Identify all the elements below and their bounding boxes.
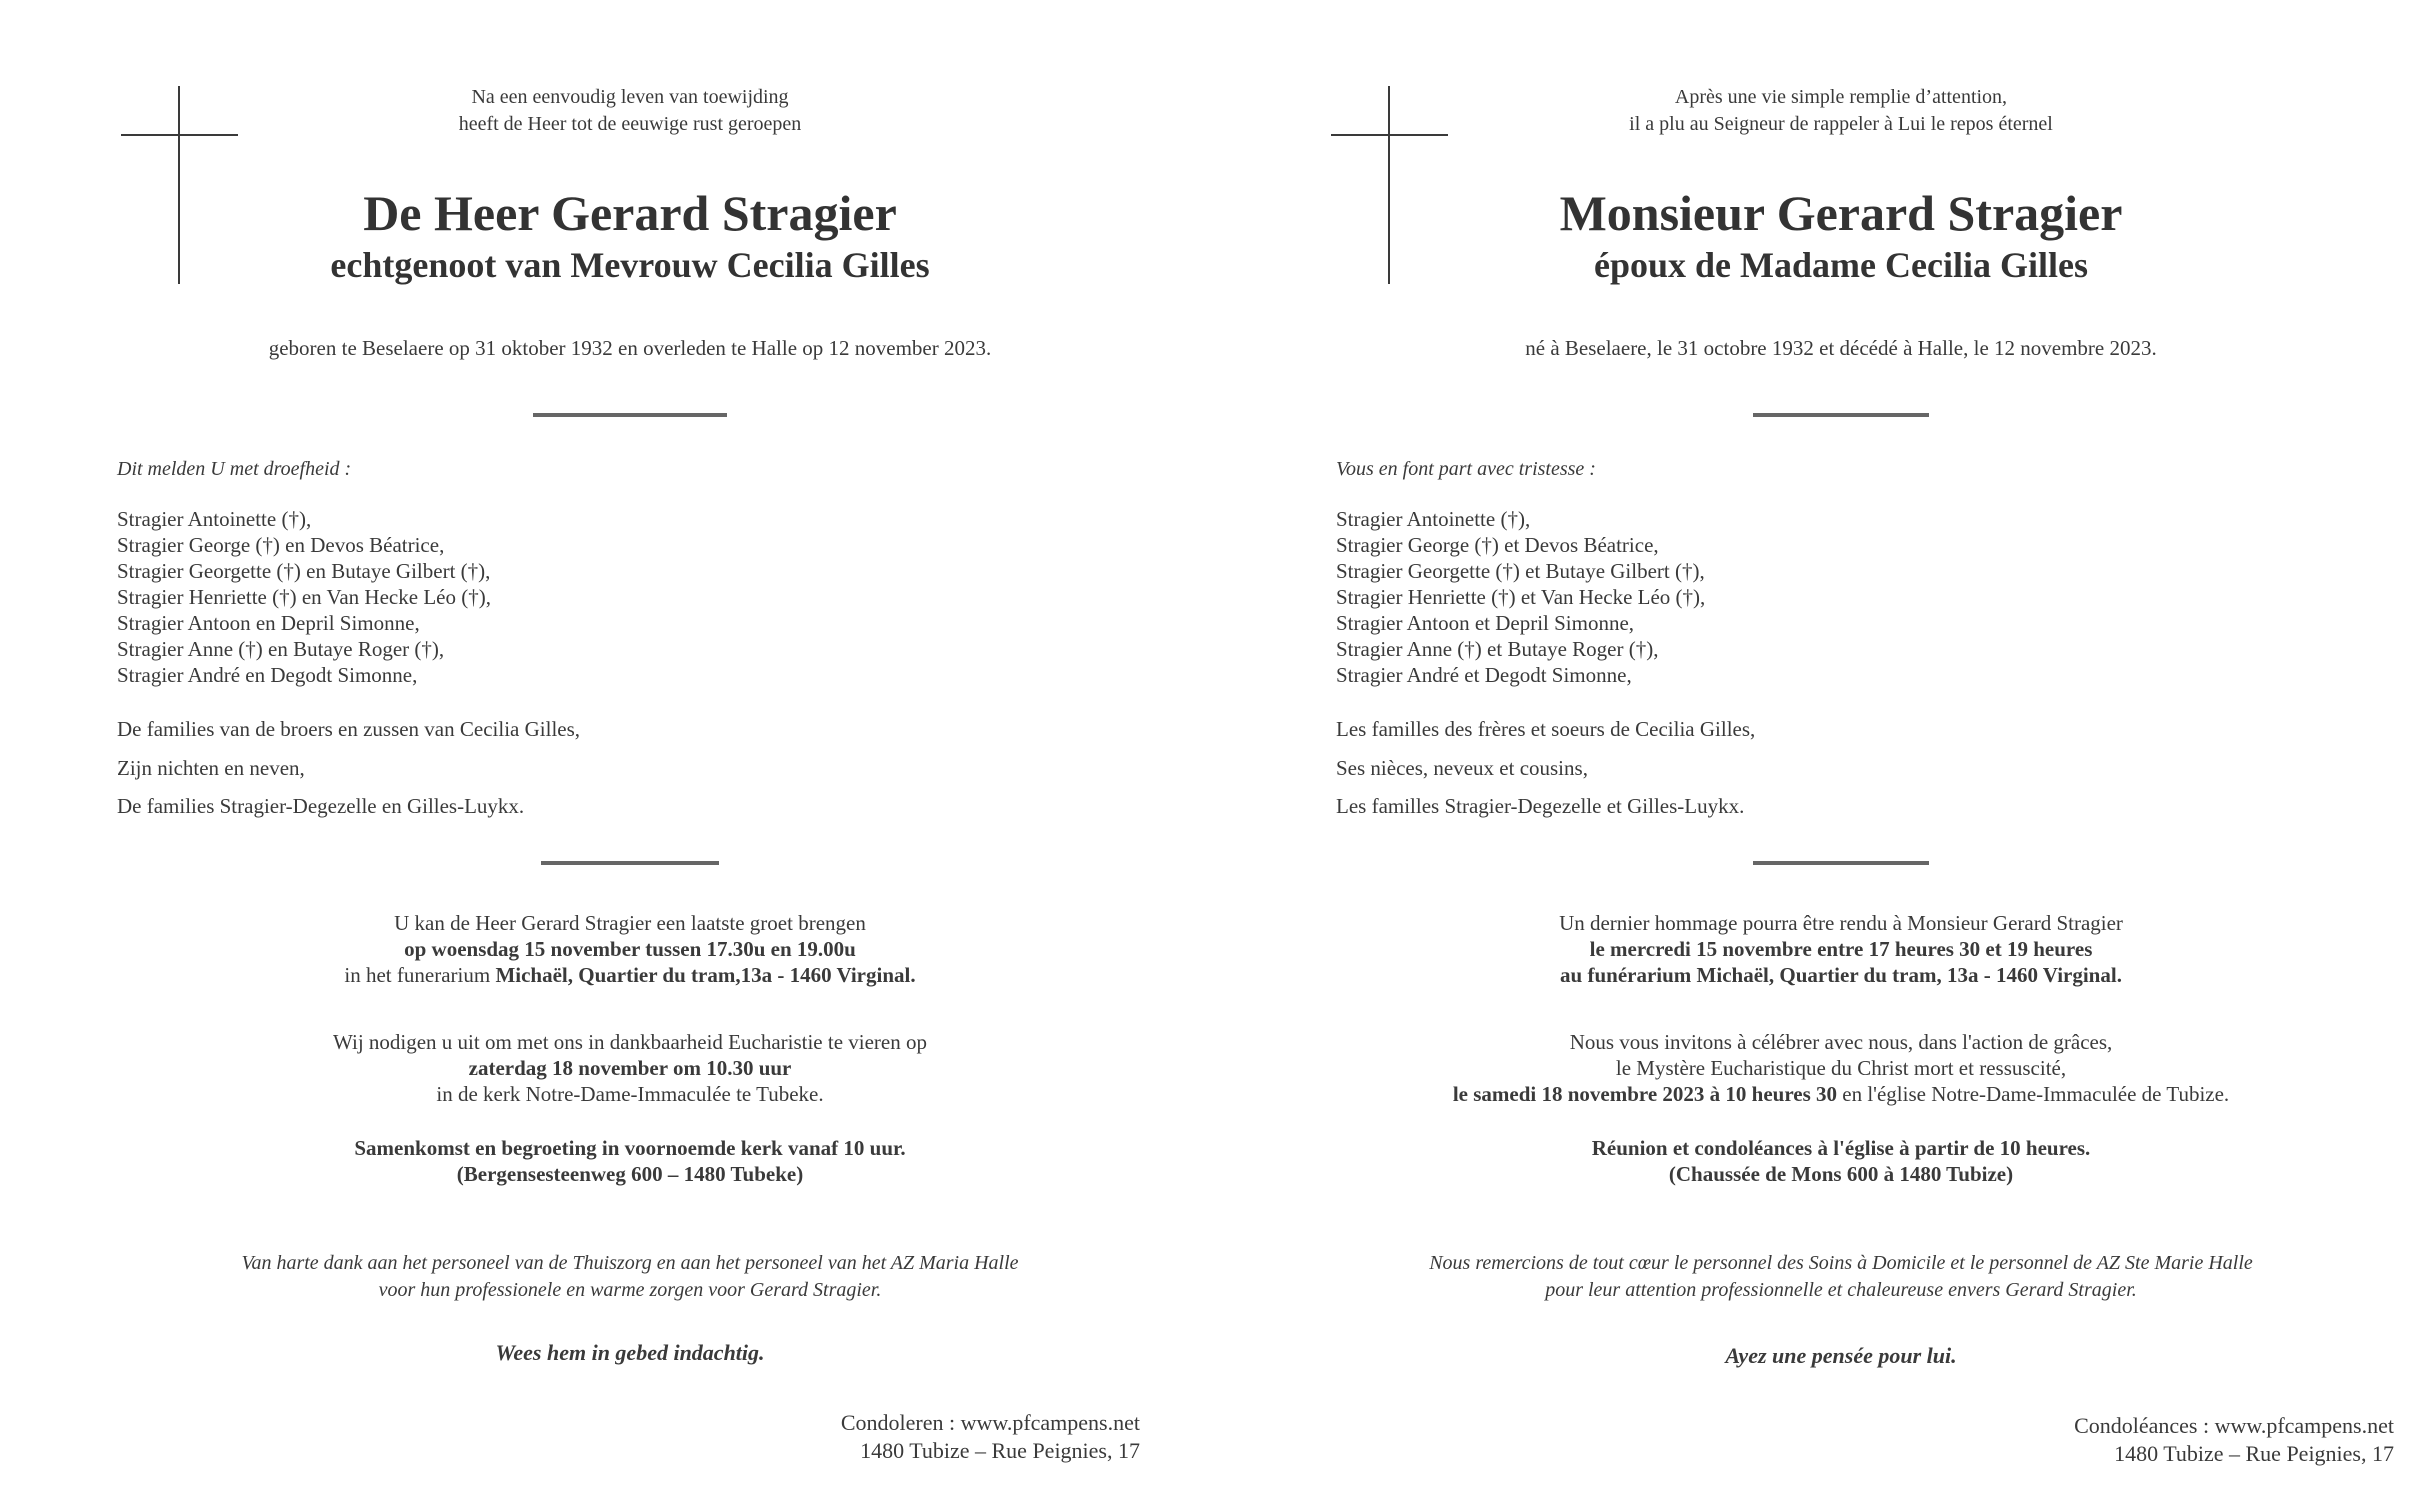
thanks-text: Van harte dank aan het personeel van de Thuiszorg en aan het personeel van het AZ Maria Halle voor hun professionele en warme zorgen voor Gerard Stragier. — [241, 1252, 1019, 1301]
prayer-line: Wees hem in gebed indachtig. — [495, 1340, 765, 1365]
meeting-info: Samenkomst en begroeting in voornoemde kerk vanaf 10 uur. (Bergensesteenweg 600 – 1480 Tubeke) — [354, 1136, 906, 1186]
intro-text: Na een eenvoudig leven van toewijding heeft de Heer tot de eeuwige rust geroepen — [458, 86, 802, 135]
intro-text: Après une vie simple remplie d’attention, il a plu au Seigneur de rappeler à Lui le repos éternel — [1629, 86, 2053, 135]
divider — [1753, 413, 1929, 417]
extra-family-2: Zijn nichten en neven, — [117, 756, 305, 780]
extra-family-2: Ses nièces, neveux et cousins, — [1336, 756, 1588, 780]
list-item: Stragier Georgette (†) en Butaye Gilbert (†), — [117, 559, 491, 583]
thanks-text: Nous remercions de tout cœur le personnel des Soins à Domicile et le personnel de AZ Ste Marie Halle pour leur attention professionnelle et chaleureuse envers Gerard Stragier. — [1429, 1252, 2253, 1301]
deceased-name: De Heer Gerard Stragier — [363, 185, 897, 241]
birth-death-dates: geboren te Beselaere op 31 oktober 1932 en overleden te Halle op 12 november 2023. — [268, 336, 992, 360]
divider — [541, 861, 719, 865]
list-item: Stragier Antoinette (†), — [1336, 507, 1531, 531]
extra-family-3: De families Stragier-Degezelle en Gilles-Luykx. — [117, 794, 525, 818]
cross-icon-bar — [1331, 134, 1448, 136]
contact-info: Condoleren : www.pfcampens.net 1480 Tubize – Rue Peignies, 17 — [840, 1410, 1140, 1463]
list-item: Stragier Antoon et Depril Simonne, — [1336, 611, 1635, 635]
cross-icon-bar — [121, 134, 238, 136]
divider — [533, 413, 727, 417]
extra-family-1: De families van de broers en zussen van Cecilia Gilles, — [117, 717, 581, 741]
family-list — [1336, 506, 1705, 688]
extra-family-3: Les familles Stragier-Degezelle et Gilles-Luykx. — [1336, 794, 1745, 818]
deceased-name: Monsieur Gerard Stragier — [1559, 185, 2123, 241]
list-item: Stragier Antoinette (†), — [117, 507, 312, 531]
list-item: Stragier Anne (†) et Butaye Roger (†), — [1336, 637, 1659, 661]
spouse-line: époux de Madame Cecilia Gilles — [1594, 245, 2088, 285]
cross-icon — [1388, 86, 1390, 284]
extra-family-1: Les familles des frères et soeurs de Cecilia Gilles, — [1336, 717, 1756, 741]
family-list — [117, 506, 491, 688]
french-panel — [1214, 0, 2428, 1509]
list-item: Stragier George (†) en Devos Béatrice, — [117, 533, 445, 557]
divider — [1753, 861, 1929, 865]
list-item: Stragier Anne (†) en Butaye Roger (†), — [117, 637, 445, 661]
mass-info: Wij nodigen u uit om met ons in dankbaarheid Eucharistie te vieren op zaterdag 18 november om 10.30 uur in de kerk Notre-Dame-Immaculée te Tubeke. — [333, 1030, 927, 1106]
list-item: Stragier André et Degodt Simonne, — [1336, 663, 1632, 687]
list-item: Stragier Antoon en Depril Simonne, — [117, 611, 420, 635]
list-item: Stragier André en Degodt Simonne, — [117, 663, 418, 687]
meeting-info: Réunion et condoléances à l'église à partir de 10 heures. (Chaussée de Mons 600 à 1480 Tubize) — [1591, 1136, 2091, 1186]
announcement-lead: Vous en font part avec tristesse : — [1336, 458, 1596, 480]
birth-death-dates: né à Beselaere, le 31 octobre 1932 et décédé à Halle, le 12 novembre 2023. — [1525, 336, 2157, 360]
spouse-line: echtgenoot van Mevrouw Cecilia Gilles — [330, 245, 930, 285]
list-item: Stragier Henriette (†) et Van Hecke Léo (†), — [1336, 585, 1706, 609]
contact-info: Condoléances : www.pfcampens.net 1480 Tubize – Rue Peignies, 17 — [2074, 1413, 2394, 1466]
list-item: Stragier George (†) et Devos Béatrice, — [1336, 533, 1659, 557]
visitation-info: Un dernier hommage pourra être rendu à Monsieur Gerard Stragier le mercredi 15 novembre entre 17 heures 30 et 19 heures au funérarium Michaël, Quartier du tram, 13a - 1460 Virginal. — [1559, 911, 2123, 987]
mass-info: Nous vous invitons à célébrer avec nous, dans l'action de grâces, le Mystère Eucharistique du Christ mort et ressuscité, le samedi 18 novembre 2023 à 10 heures 30 en l'église Notre-Dame-Immaculée de Tubize. — [1452, 1030, 2230, 1106]
announcement-lead: Dit melden U met droefheid : — [117, 458, 352, 480]
list-item: Stragier Georgette (†) et Butaye Gilbert (†), — [1336, 559, 1705, 583]
visitation-info: U kan de Heer Gerard Stragier een laatste groet brengen op woensdag 15 november tussen 17.30u en 19.00u in het funerarium Michaël, Quartier du tram,13a - 1460 Virginal. — [344, 911, 916, 987]
list-item: Stragier Henriette (†) en Van Hecke Léo (†), — [117, 585, 491, 609]
prayer-line: Ayez une pensée pour lui. — [1725, 1343, 1957, 1368]
